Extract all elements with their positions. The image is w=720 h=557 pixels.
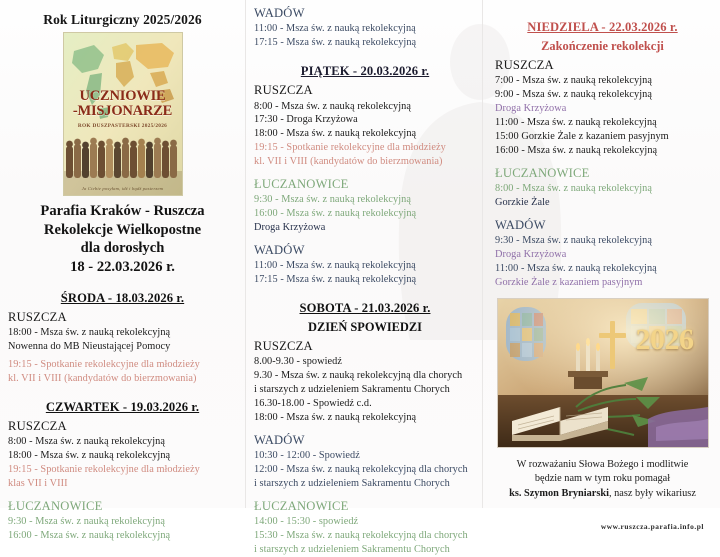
location-heading: ŁUCZANOWICE [495, 165, 590, 180]
church-interior-illustration [498, 299, 708, 447]
pastoral-year-poster [63, 32, 183, 196]
day-subheader: Zakończenie rekolekcji [541, 39, 664, 53]
parish-heading-line: Rekolekcje Wielkopostne [43, 221, 202, 238]
parish-heading-line: 18 - 22.03.2026 r. [70, 259, 175, 276]
schedule-line: 9:30 - Msza św. z nauką rekolekcyjną [495, 235, 652, 247]
poster-footer-text: Ja Ciebie posyłam, idź i bądź pasterzem [81, 186, 164, 191]
schedule-line: Gorzkie Żale z kazaniem pasyjnym [495, 276, 643, 288]
column-right-schedule [495, 20, 710, 290]
retreat-preacher-caption [495, 458, 710, 502]
schedule-line: 9.30 - Msza św. z nauką rekolekcyjną dla chorych [254, 370, 463, 382]
preacher-name: ks. Szymon Bryniarski [509, 487, 609, 499]
location-heading: RUSZCZA [254, 339, 313, 354]
schedule-line: 16:00 - Msza św. z nauką rekolekcyjną [8, 529, 171, 541]
day-header: CZWARTEK - 19.03.2026 r. [45, 399, 200, 414]
schedule-line: 8.00-9.30 - spowiedź [254, 356, 342, 368]
schedule-line: 17:15 - Msza św. z nauką rekolekcyjną [254, 274, 417, 286]
location-heading: ŁUCZANOWICE [254, 176, 349, 191]
day-header: SOBOTA - 21.03.2026 r. [299, 301, 431, 316]
schedule-line: i starszych z udzieleniem Sakramentu Chorych [254, 478, 450, 490]
schedule-block [495, 58, 710, 158]
schedule-block [254, 433, 476, 491]
poster-subtitle: ROK DUSZPASTERSKI 2025/2026 [77, 123, 168, 129]
schedule-line: 18:00 - Msza św. z nauką rekolekcyjną [8, 449, 171, 461]
caption-line: będzie nam w tym roku pomagał [534, 473, 671, 485]
location-heading: WADÓW [254, 242, 305, 257]
schedule-line: 19:15 - Spotkanie rekolekcyjne dla młodzieży [8, 358, 200, 370]
location-heading: RUSZCZA [8, 418, 67, 433]
schedule-line: 9:30 - Msza św. z nauką rekolekcyjną [254, 194, 411, 206]
column-left [0, 0, 245, 541]
parish-heading-line: Parafia Kraków - Ruszcza [40, 203, 205, 219]
schedule-line: 12:00 - Msza św. z nauką rekolekcyjną dla chorych [254, 464, 468, 476]
schedule-line: 18:00 - Msza św. z nauką rekolekcyjną [254, 412, 417, 424]
schedule-line: 18:00 - Msza św. z nauką rekolekcyjną [8, 327, 171, 339]
schedule-block [254, 243, 476, 287]
schedule-line: 8:00 - Msza św. z nauką rekolekcyjną [495, 183, 652, 195]
location-heading: ŁUCZANOWICE [254, 498, 349, 513]
schedule-line: 11:00 - Msza św. z nauką rekolekcyjną [254, 23, 416, 35]
schedule-line: klas VII i VIII [8, 477, 68, 489]
lent-picture [497, 298, 709, 448]
location-heading: WADÓW [254, 6, 305, 20]
day-subheader: DZIEŃ SPOWIEDZI [308, 320, 422, 335]
location-heading: ŁUCZANOWICE [8, 498, 103, 513]
schedule-line: kl. VII i VIII (kandydatów do bierzmowania) [254, 156, 443, 168]
schedule-line: Nowenna do MB Nieustającej Pomocy [8, 340, 171, 352]
year-label: 2026 [635, 322, 694, 356]
schedule-line: 11:00 - Msza św. z nauką rekolekcyjną [495, 262, 657, 274]
schedule-line: Droga Krzyżowa [495, 103, 567, 115]
schedule-block [8, 499, 237, 543]
location-heading: WADÓW [254, 432, 305, 447]
day-header: ŚRODA - 18.03.2026 r. [60, 290, 185, 305]
schedule-block [8, 419, 237, 491]
schedule-block [254, 177, 476, 235]
poster-title: UCZNIOWIE -MISJONARZE [72, 88, 173, 120]
schedule-line: 16.30-18.00 - Spowiedź c.d. [254, 398, 372, 410]
schedule-line: kl. VII i VIII (kandydatów do bierzmowania) [8, 372, 197, 384]
schedule-line: i starszych z udzieleniem Sakramentu Chorych [254, 544, 450, 556]
day-header: PIĄTEK - 20.03.2026 r. [300, 64, 430, 79]
location-heading: RUSZCZA [495, 58, 554, 72]
schedule-line: 11:00 - Msza św. z nauką rekolekcyjną [495, 117, 657, 129]
schedule-block [254, 6, 476, 50]
preacher-role: , nasz były wikariusz [608, 487, 696, 499]
location-heading: RUSZCZA [8, 309, 67, 324]
schedule-line: Gorzkie Żale [495, 196, 550, 208]
schedule-line: 9:30 - Msza św. z nauką rekolekcyjną [8, 515, 165, 527]
schedule-line: 15:30 - Msza św. z nauką rekolekcyjną dla chorych [254, 530, 468, 542]
column-right [483, 0, 720, 531]
parish-heading-line: dla dorosłych [80, 240, 165, 257]
schedule-block [8, 310, 237, 386]
schedule-line: 8:00 - Msza św. z nauką rekolekcyjną [8, 435, 165, 447]
schedule-line: 8:00 - Msza św. z nauką rekolekcyjną [254, 100, 411, 112]
schedule-line: 19:15 - Spotkanie rekolekcyjne dla młodzieży [8, 463, 200, 475]
column-middle-schedule [254, 64, 476, 557]
day-header: NIEDZIELA - 22.03.2026 r. [527, 20, 678, 34]
schedule-line: 19:15 - Spotkanie rekolekcyjne dla młodzieży [254, 142, 446, 154]
schedule-line: Droga Krzyżowa [495, 249, 567, 261]
schedule-line: 17:30 - Droga Krzyżowa [254, 114, 358, 126]
schedule-block [495, 218, 710, 290]
poster-container [8, 32, 237, 196]
schedule-line: 14:00 - 15:30 - spowiedź [254, 516, 359, 528]
schedule-line: 16:00 - Msza św. z nauką rekolekcyjną [495, 144, 658, 156]
schedule-line: 9:00 - Msza św. z nauką rekolekcyjną [495, 89, 652, 101]
location-heading: WADÓW [495, 217, 546, 232]
schedule-block [254, 83, 476, 169]
liturgical-year-title: Rok Liturgiczny 2025/2026 [43, 12, 202, 27]
schedule-line: i starszych z udzieleniem Sakramentu Chorych [254, 384, 450, 396]
caption-line: W rozważaniu Słowa Bożego i modlitwie [516, 458, 689, 470]
crowd-silhouette-illustration [64, 132, 182, 178]
schedule-line: Droga Krzyżowa [254, 222, 326, 234]
location-heading: RUSZCZA [254, 83, 313, 98]
column-left-schedule [8, 291, 237, 543]
schedule-line: 18:00 - Msza św. z nauką rekolekcyjną [254, 128, 417, 140]
schedule-block [254, 339, 476, 425]
caption-preacher-line [495, 487, 710, 502]
parish-website-url: www.ruszcza.parafia.info.pl [600, 521, 704, 531]
schedule-line: 10:30 - 12:00 - Spowiedź [254, 450, 360, 462]
schedule-line: 16:00 - Msza św. z nauką rekolekcyjną [254, 208, 417, 220]
schedule-line: 7:00 - Msza św. z nauką rekolekcyjną [495, 75, 652, 87]
column-middle-continued-block [254, 6, 476, 50]
schedule-block [495, 166, 710, 210]
schedule-line: 17:15 - Msza św. z nauką rekolekcyjną [254, 37, 417, 49]
column-middle [245, 0, 483, 556]
parish-heading [8, 202, 237, 277]
schedule-line: 11:00 - Msza św. z nauką rekolekcyjną [254, 260, 416, 272]
schedule-line: 15:00 Gorzkie Żale z kazaniem pasyjnym [495, 130, 669, 142]
